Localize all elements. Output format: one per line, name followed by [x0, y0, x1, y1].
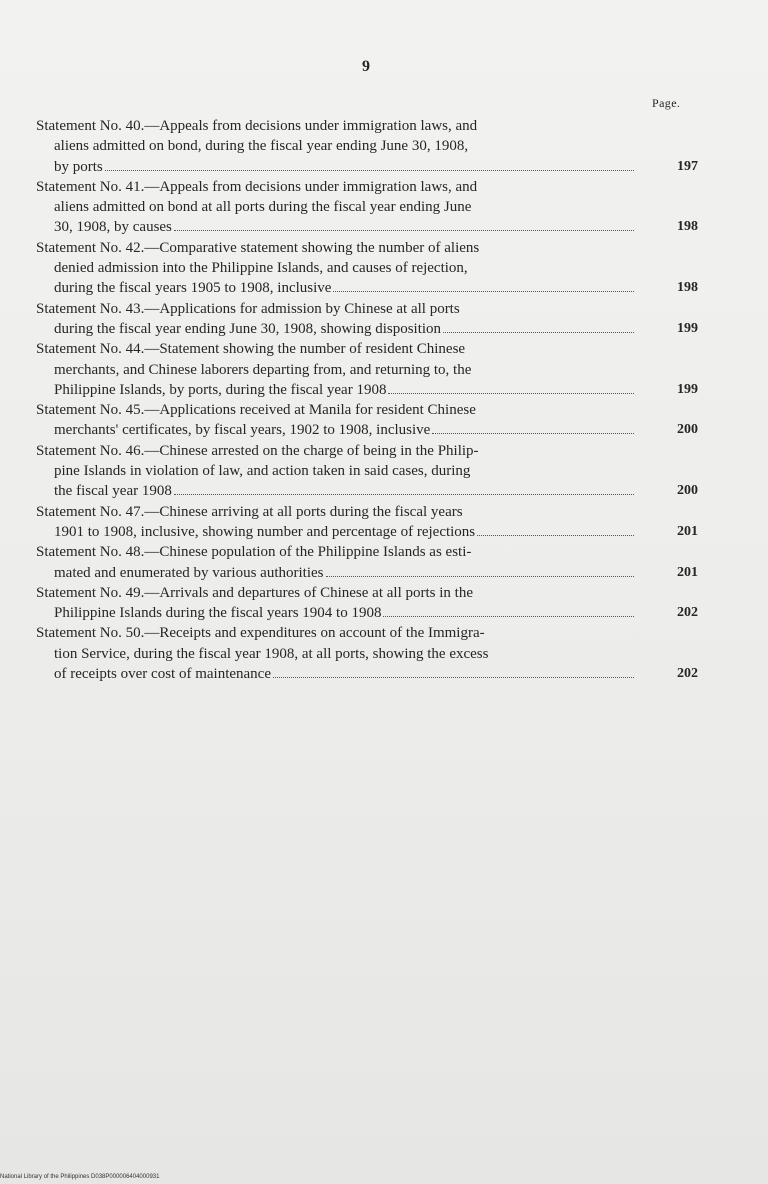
entry-text: of receipts over cost of maintenance [54, 666, 271, 683]
contents-entry [36, 623, 700, 684]
entry-page-number: 202 [677, 666, 698, 682]
entry-line [36, 157, 700, 177]
entry-line [36, 563, 700, 583]
entry-line [36, 197, 700, 217]
entry-text: 1901 to 1908, inclusive, showing number and percentage of rejections [54, 523, 476, 540]
contents-entry [36, 502, 700, 543]
entry-text: Statement No. 45.—Applications received at Manila for resident Chinese [36, 402, 476, 419]
dot-leader [105, 170, 634, 171]
entry-line [36, 400, 700, 420]
contents-entry [36, 177, 700, 238]
entry-line [36, 319, 700, 339]
entry-line [36, 136, 700, 156]
contents-entry [36, 583, 700, 624]
contents-entry [36, 542, 700, 583]
entry-line [36, 420, 700, 440]
contents-entry [36, 339, 700, 400]
dot-leader [477, 535, 634, 536]
dot-leader [432, 433, 634, 434]
entry-page-number: 199 [677, 381, 698, 397]
entry-text: Statement No. 46.—Chinese arrested on the charge of being in the Philip- [36, 442, 479, 459]
dot-leader [333, 291, 634, 292]
entry-text: during the fiscal years 1905 to 1908, inclusive [54, 280, 332, 297]
entry-page-number: 202 [677, 605, 698, 621]
entry-line [36, 603, 700, 623]
entry-line [36, 664, 700, 684]
entry-text: pine Islands in violation of law, and action taken in said cases, during [54, 463, 471, 480]
entry-line [36, 441, 700, 461]
entry-page-number: 199 [677, 320, 698, 336]
entry-text: Statement No. 43.—Applications for admission by Chinese at all ports [36, 300, 460, 317]
entry-text: Statement No. 42.—Comparative statement showing the number of aliens [36, 239, 480, 256]
entry-text: aliens admitted on bond, during the fiscal year ending June 30, 1908, [54, 138, 469, 155]
entry-text: mated and enumerated by various authorities [54, 564, 324, 581]
dot-leader [326, 576, 635, 577]
dot-leader [174, 230, 634, 231]
entry-text: Statement No. 41.—Appeals from decisions under immigration laws, and [36, 178, 478, 195]
entry-line [36, 299, 700, 319]
entry-line [36, 177, 700, 197]
footer-credit: National Library of the Philippines D038P000006404000931 [0, 1174, 160, 1180]
contents-entry [36, 116, 700, 177]
dot-leader [273, 677, 634, 678]
entry-line [36, 258, 700, 278]
entry-text: Statement No. 49.—Arrivals and departures of Chinese at all ports in the [36, 584, 473, 601]
entry-line [36, 502, 700, 522]
dot-leader [174, 494, 634, 495]
page-number: 9 [362, 58, 370, 75]
page-column-header: Page. [652, 96, 681, 110]
entry-text: 30, 1908, by causes [54, 219, 172, 236]
entry-line [36, 339, 700, 359]
entry-text: merchants, and Chinese laborers departing from, and returning to, the [54, 361, 472, 378]
entry-page-number: 200 [677, 422, 698, 438]
entry-text: Statement No. 50.—Receipts and expenditures on account of the Immigra- [36, 625, 485, 642]
entry-line [36, 278, 700, 298]
entry-line [36, 522, 700, 542]
entry-page-number: 197 [677, 158, 698, 174]
entry-line [36, 583, 700, 603]
entry-text: tion Service, during the fiscal year 1908, at all ports, showing the excess [54, 645, 489, 662]
entry-text: the fiscal year 1908 [54, 483, 172, 500]
entry-text: Statement No. 48.—Chinese population of the Philippine Islands as esti- [36, 544, 472, 561]
dot-leader [443, 332, 634, 333]
contents-entry [36, 400, 700, 441]
entry-page-number: 198 [677, 280, 698, 296]
entry-line [36, 481, 700, 501]
entry-line [36, 461, 700, 481]
entry-line [36, 238, 700, 258]
entry-text: Philippine Islands during the fiscal years 1904 to 1908 [54, 605, 382, 622]
contents-list [36, 116, 700, 684]
entry-text: merchants' certificates, by fiscal years, 1902 to 1908, inclusive [54, 422, 431, 439]
entry-page-number: 200 [677, 483, 698, 499]
entry-text: denied admission into the Philippine Islands, and causes of rejection, [54, 260, 468, 277]
entry-line [36, 542, 700, 562]
contents-entry [36, 299, 700, 340]
entry-page-number: 201 [677, 523, 698, 539]
contents-entry [36, 441, 700, 502]
entry-text: by ports [54, 158, 103, 175]
entry-line [36, 116, 700, 136]
dot-leader [388, 393, 634, 394]
entry-line [36, 380, 700, 400]
entry-line [36, 623, 700, 643]
entry-text: Statement No. 47.—Chinese arriving at all ports during the fiscal years [36, 503, 463, 520]
entry-line [36, 217, 700, 237]
entry-page-number: 201 [677, 564, 698, 580]
dot-leader [383, 616, 634, 617]
entry-line [36, 360, 700, 380]
entry-page-number: 198 [677, 219, 698, 235]
entry-text: aliens admitted on bond at all ports during the fiscal year ending June [54, 199, 472, 216]
entry-line [36, 644, 700, 664]
entry-text: Statement No. 44.—Statement showing the number of resident Chinese [36, 341, 466, 358]
contents-entry [36, 238, 700, 299]
entry-text: during the fiscal year ending June 30, 1908, showing disposition [54, 320, 442, 337]
entry-text: Philippine Islands, by ports, during the fiscal year 1908 [54, 381, 387, 398]
entry-text: Statement No. 40.—Appeals from decisions under immigration laws, and [36, 118, 478, 134]
